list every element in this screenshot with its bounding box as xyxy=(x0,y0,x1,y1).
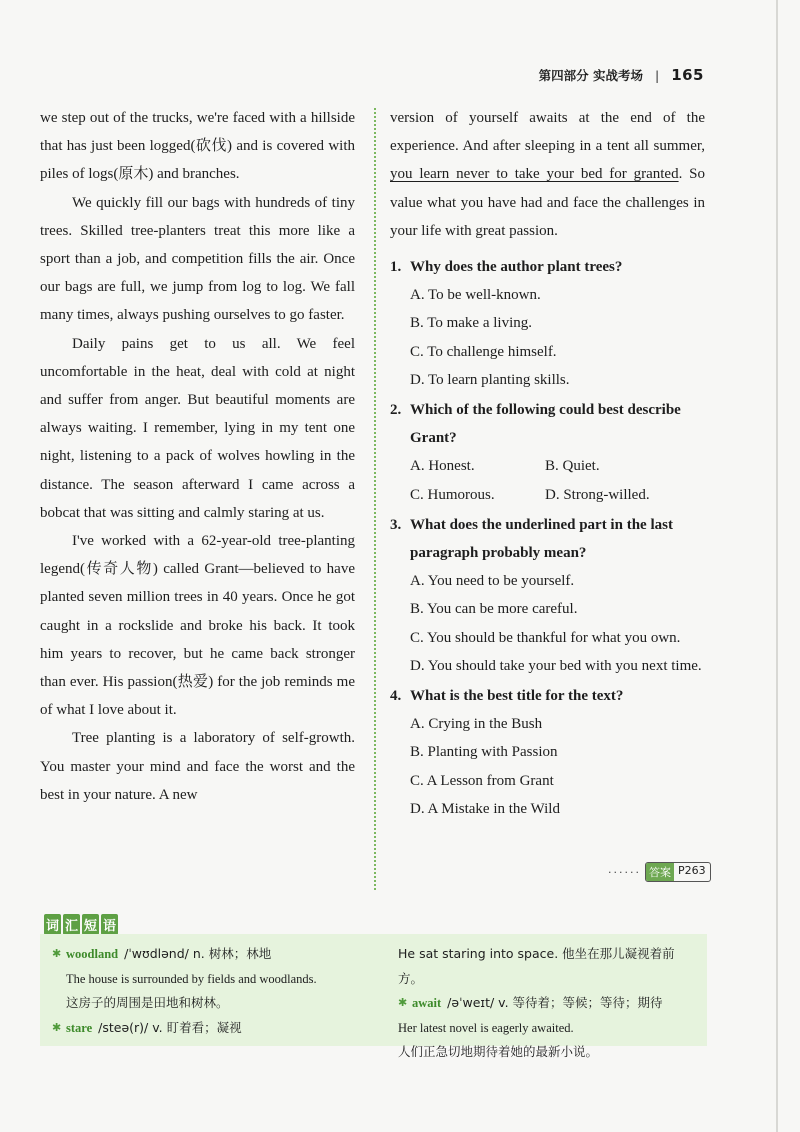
option: B. Quiet. xyxy=(545,458,600,475)
question-number: 1. xyxy=(390,259,402,276)
question-text: Why does the author plant trees? xyxy=(410,259,623,276)
header-separator: | xyxy=(654,67,660,83)
question-3 xyxy=(390,511,705,680)
vocab-entry xyxy=(52,1016,372,1041)
option: A. Crying in the Bush xyxy=(410,716,543,733)
underlined-phrase: you learn never to take your bed for granted xyxy=(390,166,679,183)
option: B. You can be more careful. xyxy=(410,601,578,618)
vocab-entry xyxy=(52,942,372,967)
option: C. To challenge himself. xyxy=(410,343,557,360)
paragraph-text: . So value what you have had and face the challenges in your life with great passion. xyxy=(390,166,706,239)
option: A. You need to be yourself. xyxy=(410,573,575,590)
vocab-definition: /steə(r)/ v. 盯着看；凝视 xyxy=(98,1019,242,1035)
paragraph: We quickly fill our bags with hundreds of tiny trees. Skilled tree-planters treat this more like a sport than a job, and competition fills the air. Once our bags are full, we jump from log to log. We fall many times, always pushing ourselves to go faster. xyxy=(40,194,355,324)
option: B. To make a living. xyxy=(410,315,532,332)
page-header xyxy=(539,66,704,84)
paragraph xyxy=(390,104,705,245)
vocab-word: await xyxy=(412,996,442,1010)
question-text: What does the underlined part in the last paragraph probably mean? xyxy=(410,516,673,562)
star-icon: ✱ xyxy=(398,996,408,1009)
option: D. Strong-willed. xyxy=(545,486,650,503)
vocab-box xyxy=(40,934,707,1059)
vocab-word: woodland xyxy=(66,947,119,961)
left-column xyxy=(40,104,355,809)
vocab-title-char: 语 xyxy=(101,914,118,935)
vocab-example: He sat staring into space. 他坐在那儿凝视着前方。 xyxy=(398,946,675,986)
column-divider xyxy=(374,108,376,890)
page-edge xyxy=(776,0,778,1132)
option: C. A Lesson from Grant xyxy=(410,772,554,789)
section-title: 第四部分 实战考场 xyxy=(538,68,643,83)
vocab-example: Her latest novel is eagerly awaited. xyxy=(398,1020,574,1035)
option: D. To learn planting skills. xyxy=(410,371,570,388)
question-1 xyxy=(390,253,705,394)
question-number: 2. xyxy=(390,402,402,419)
vocab-column-right xyxy=(398,942,698,1065)
answer-badge xyxy=(645,862,711,882)
option: B. Planting with Passion xyxy=(410,744,558,761)
option: D. You should take your bed with you next time. xyxy=(410,657,702,674)
vocab-entry xyxy=(398,991,698,1016)
vocab-section-title xyxy=(44,914,118,935)
answer-reference xyxy=(608,862,711,882)
question-number: 4. xyxy=(390,688,402,705)
paragraph: Daily pains get to us all. We feel uncomfortable in the heat, deal with cold at night and suffer from anger. But beautiful moments are always waiting. I remember, lying in my tent one night, listening to a pack of wolves howling in the distance. The season afterward I came across a bobcat that was sitting and calmly staring at us. xyxy=(40,335,355,521)
vocab-word: stare xyxy=(66,1020,93,1035)
vocab-title-char: 词 xyxy=(44,914,61,935)
leader-dots: ······ xyxy=(608,865,641,879)
vocab-definition: /ˈwʊdlənd/ n. 树林；林地 xyxy=(124,946,272,961)
answer-label: 答案 xyxy=(646,863,674,881)
paragraph: Tree planting is a laboratory of self-growth. You master your mind and face the worst and the best in your nature. A new xyxy=(40,730,355,803)
vocab-example: The house is surrounded by fields and woodlands. xyxy=(66,971,317,986)
vocab-column-left xyxy=(52,942,372,1040)
star-icon: ✱ xyxy=(52,947,62,960)
option: D. A Mistake in the Wild xyxy=(410,800,560,817)
vocab-translation: 这房子的周围是田地和树林。 xyxy=(66,995,229,1010)
option: C. Humorous. xyxy=(410,486,495,503)
page-number: 165 xyxy=(671,66,704,84)
vocab-title-char: 短 xyxy=(82,914,99,935)
answer-page: P263 xyxy=(677,864,706,877)
question-text: Which of the following could best describe Grant? xyxy=(410,402,681,447)
paragraph: we step out of the trucks, we're faced with a hillside that has just been logged(砍伐) and is covered with piles of logs(原木) and branches. xyxy=(40,110,355,183)
vocab-translation: 人们正急切地期待着她的最新小说。 xyxy=(398,1044,599,1059)
star-icon: ✱ xyxy=(52,1020,62,1034)
option: A. To be well-known. xyxy=(410,287,541,304)
question-4 xyxy=(390,682,705,823)
question-2 xyxy=(390,396,705,509)
paragraph-text: version of yourself awaits at the end of the experience. And after sleeping in a tent all summer, xyxy=(390,110,705,155)
vocab-definition: /əˈweɪt/ v. 等待着；等候；等待；期待 xyxy=(447,995,663,1010)
option: A. Honest. xyxy=(410,458,475,475)
question-text: What is the best title for the text? xyxy=(410,688,624,705)
right-column xyxy=(390,104,705,823)
question-number: 3. xyxy=(390,516,402,533)
vocab-title-char: 汇 xyxy=(63,914,80,935)
paragraph: I've worked with a 62-year-old tree-planting legend(传奇人物) called Grant—believed to have planted seven million trees in 40 years. Once he got caught in a rockslide and broke his back. It took him years to recover, but he came back stronger than ever. His passion(热爱) for the job reminds me of what I love about it. xyxy=(40,533,355,719)
option: C. You should be thankful for what you own. xyxy=(410,629,681,646)
